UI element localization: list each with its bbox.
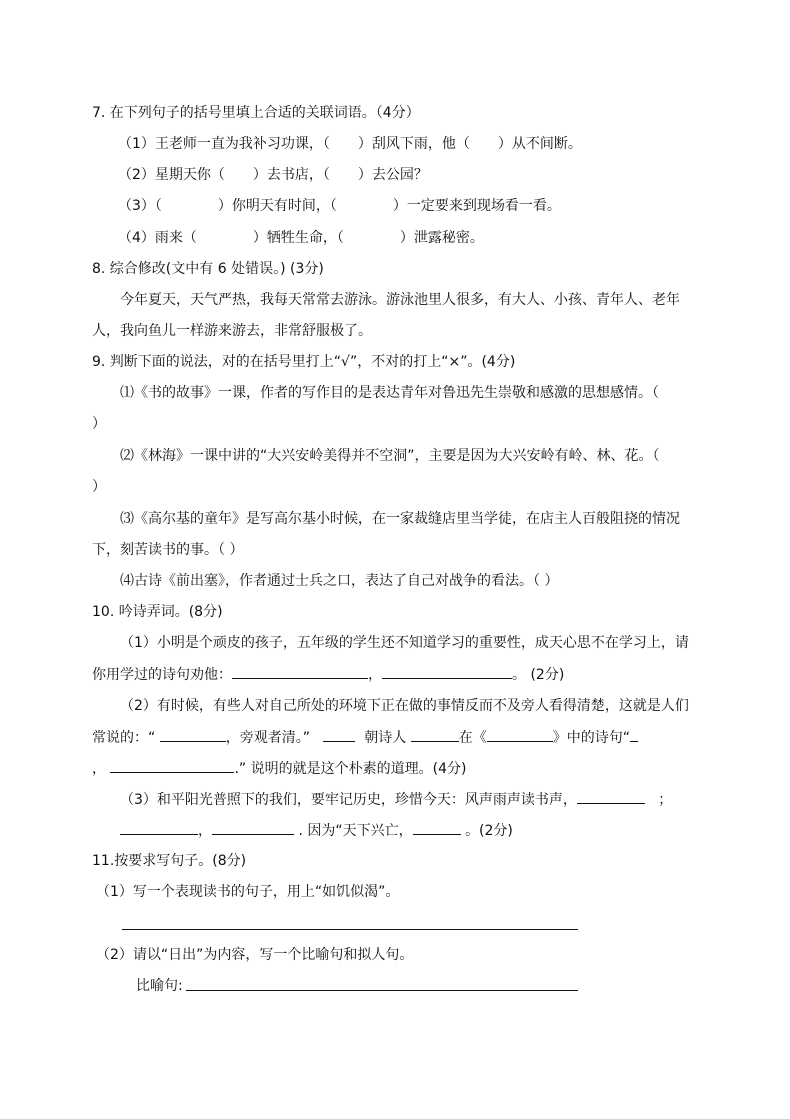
q11-answer-line-1[interactable]: [122, 929, 578, 930]
q10-s3-semicolon: ；: [658, 792, 673, 808]
q11-metaphor-answer-line[interactable]: [186, 990, 578, 991]
q10-s2-blank-5[interactable]: [630, 727, 638, 742]
q10-s2-prefix: 常说的：“: [92, 730, 156, 746]
q10-s3-blank-4[interactable]: [413, 820, 461, 835]
q10-s2-blank-4[interactable]: [487, 727, 553, 742]
q10-s3-text-2: . 因为“天下兴亡，: [298, 823, 413, 839]
q10-s2-text-1: ，旁观者清。”: [225, 730, 310, 746]
q10-s3-line-1: [120, 789, 672, 810]
q10-title: 10. 吟诗弄词。(8分): [92, 604, 223, 620]
q7-item-1: （1）王老师一直为我补习功课，（ ）刮风下雨，他（ ）从不间断。: [118, 136, 582, 152]
q8-title: 8. 综合修改(文中有 6 处错误。) (3分): [92, 261, 324, 277]
q10-s1-line-1: （1）小明是个顽皮的孩子，五年级的学生还不知道学习的重要性，成天心思不在学习上，请: [120, 635, 689, 651]
q9-item-3: ⑶《高尔基的童年》是写高尔基小时候，在一家裁缝店里当学徒，在店主人百般阻挠的情况: [120, 511, 680, 527]
q7-item-4: （4）雨来（ ）牺牲生命，（ ）泄露秘密。: [118, 230, 484, 246]
q10-s2-comma: ，: [92, 761, 106, 777]
q7-title: 7. 在下列句子的括号里填上合适的关联词语。（4分）: [92, 105, 420, 121]
q9-item-4: ⑷古诗《前出塞》，作者通过士兵之口，表达了自己对战争的看法。（ ）: [120, 573, 559, 589]
q10-s2-blank-2[interactable]: [323, 727, 355, 742]
q10-s1-sep: ，: [368, 667, 382, 683]
q10-s2-blank-6[interactable]: [110, 758, 234, 773]
q9-item-2: ⑵《林海》一课中讲的“大兴安岭美得并不空洞”，主要是因为大兴安岭有岭、林、花。（: [120, 448, 660, 464]
q10-s3-line-2: [120, 820, 513, 841]
q11-part-2: （2）请以“日出”为内容，写一个比喻句和拟人句。: [96, 947, 414, 963]
q11-part-1: （1）写一个表现读书的句子，用上“如饥似渴”。: [96, 884, 400, 900]
q10-s2-suffix: .” 说明的就是这个朴素的道理。(4分): [234, 761, 467, 777]
q10-s2-line-3: [92, 758, 466, 779]
q10-s3-blank-1[interactable]: [577, 789, 645, 804]
q9-item-2-cont: ）: [92, 479, 106, 495]
q10-s2-text-2: 朝诗人: [364, 730, 407, 746]
q10-s3-blank-3[interactable]: [212, 820, 294, 835]
q11-metaphor-label: 比喻句:: [136, 978, 183, 994]
q10-s2-blank-1[interactable]: [160, 727, 226, 742]
q10-s1-blank-1[interactable]: [232, 664, 368, 679]
q9-item-3-cont: 下，刻苦读书的事。（ ）: [92, 542, 244, 558]
q11-title: 11.按要求写句子。(8分): [92, 853, 247, 869]
q10-s1-suffix: 。 (2分): [512, 667, 565, 683]
q10-s1-prefix: 你用学过的诗句劝他：: [92, 667, 232, 683]
q10-s3-text-3: 。(2分): [465, 823, 513, 839]
q7-item-3: （3）（ ）你明天有时间，（ ）一定要来到现场看一看。: [118, 198, 561, 214]
q10-s1-line-2: [92, 664, 564, 685]
q10-s3-sep: ，: [198, 823, 212, 839]
q8-passage-line-2: 人，我向鱼儿一样游来游去，非常舒服极了。: [92, 323, 372, 339]
q10-s3-blank-2[interactable]: [120, 820, 198, 835]
q9-item-1-cont: ）: [92, 416, 106, 432]
q10-s1-blank-2[interactable]: [382, 664, 512, 679]
q10-s2-line-1: （2）有时候，有些人对自己所处的环境下正在做的事情反而不及旁人看得清楚，这就是人们: [120, 698, 689, 714]
q8-passage-line-1: 今年夏天，天气严热，我每天常常去游泳。游泳池里人很多，有大人、小孩、青年人、老年: [120, 292, 680, 308]
q10-s2-line-2: [92, 727, 638, 748]
q9-title: 9. 判断下面的说法，对的在括号里打上“√”，不对的打上“×”。(4分): [92, 354, 516, 370]
q10-s2-blank-3[interactable]: [411, 727, 459, 742]
q7-item-2: （2）星期天你（ ）去书店，（ ）去公园？: [118, 167, 428, 183]
q10-s2-text-3: 在《: [458, 730, 487, 746]
q9-item-1: ⑴《书的故事》一课，作者的写作目的是表达青年对鲁迅先生崇敬和感激的思想感情。（: [120, 385, 659, 401]
q10-s2-text-4: 》中的诗句“: [552, 730, 630, 746]
q10-s3-text: （3）和平阳光普照下的我们，要牢记历史，珍惜今天：风声雨声读书声，: [120, 792, 577, 808]
